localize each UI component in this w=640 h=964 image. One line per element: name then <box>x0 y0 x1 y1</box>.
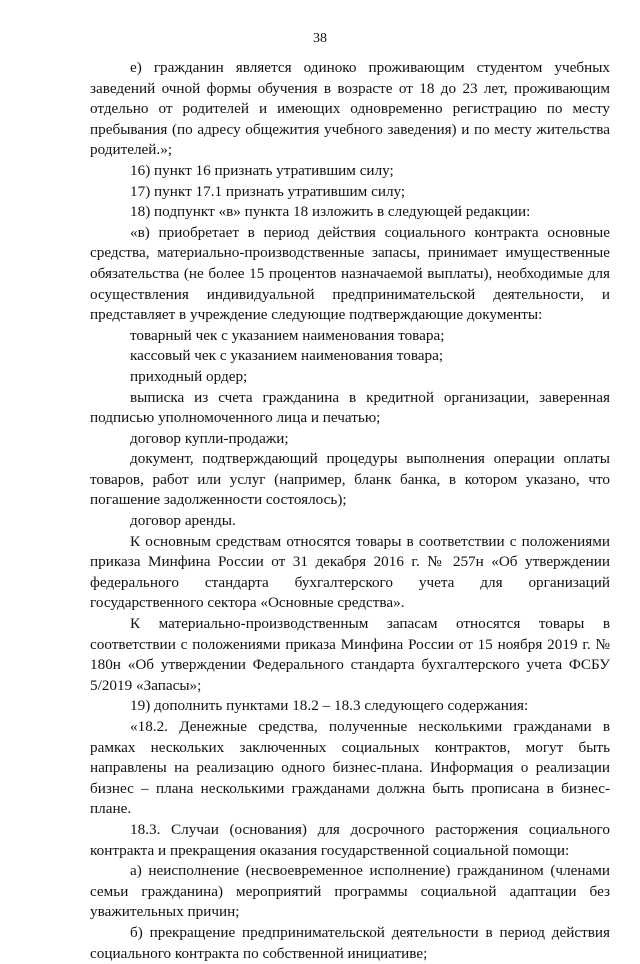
list-item-lease-contract: договор аренды. <box>130 512 236 530</box>
list-item-payment-document: документ, подтверждающий процедуры выполнения операции оплаты товаров, работ или услуг (например, бланк банка, в котором указано, что погашение задолженности состоялось); <box>90 450 610 509</box>
paragraph-18-3-b: б) прекращение предпринимательской деятельности в период действия социального контракта по собственной инициативе; <box>90 923 610 962</box>
paragraph-item-18: 18) подпункт «в» пункта 18 изложить в следующей редакции: <box>130 203 531 221</box>
list-item-receipt-order: приходный ордер; <box>130 367 248 385</box>
paragraph-e-student: е) гражданин является одиноко проживающим студентом учебных заведений очной формы обучения в возрасте от 18 до 23 лет, проживающим отдельно от родителей и имеющих одновременно регистрацию по месту пребывания (по адресу общежития учебного заведения) и по месту жительства родителей.»; <box>90 59 610 159</box>
list-item-cash-receipt: кассовый чек с указанием наименования товара; <box>130 347 444 365</box>
paragraph-item-19: 19) дополнить пунктами 18.2 – 18.3 следующего содержания: <box>130 697 529 715</box>
paragraph-item-16: 16) пункт 16 признать утратившим силу; <box>130 161 394 179</box>
paragraph-18-3-a: а) неисполнение (несвоевременное исполнение) гражданином (членами семьи гражданина) мероприятий программы социальной адаптации без уважительных причин; <box>90 862 610 921</box>
paragraph-fixed-assets: К основным средствам относятся товары в соответствии с положениями приказа Минфина России от 31 декабря 2016 г. № 257н «Об утверждении федерального стандарта бухгалтерского учета для организаций государственного сектора «Основные средства». <box>90 532 610 612</box>
paragraph-18-3: 18.3. Случаи (основания) для досрочного расторжения социального контракта и прекращения оказания государственной социальной помощи: <box>90 820 610 859</box>
paragraph-subitem-v: «в) приобретает в период действия социального контракта основные средства, материально-производственные запасы, принимает имущественные обязательства (не более 15 процентов назначаемой выплаты), необходимые для осуществления индивидуальной предпринимательской деятельности, и представляет в учреждение следующие подтверждающие документы: <box>90 223 610 324</box>
paragraph-18-2: «18.2. Денежные средства, полученные несколькими гражданами в рамках нескольких заключенных социальных контрактов, могут быть направлены на реализацию одного бизнес-плана. Информация о реализации бизнес – плана несколькими гражданами должна быть прописана в бизнес-плане. <box>90 718 610 818</box>
list-item-bank-statement: выписка из счета гражданина в кредитной организации, заверенная подписью уполномоченного лица и печатью; <box>90 388 610 427</box>
document-body <box>90 58 610 964</box>
paragraph-item-17: 17) пункт 17.1 признать утратившим силу; <box>130 182 406 200</box>
list-item-sales-receipt: товарный чек с указанием наименования товара; <box>130 326 445 344</box>
page-number: 38 <box>313 31 327 46</box>
paragraph-inventories: К материально-производственным запасам относятся товары в соответствии с положениями приказа Минфина России от 15 ноября 2019 г. № 180н «Об утверждении Федерального стандарта бухгалтерского учета ФСБУ 5/2019 «Запасы»; <box>90 615 610 694</box>
list-item-purchase-contract: договор купли-продажи; <box>130 429 289 447</box>
